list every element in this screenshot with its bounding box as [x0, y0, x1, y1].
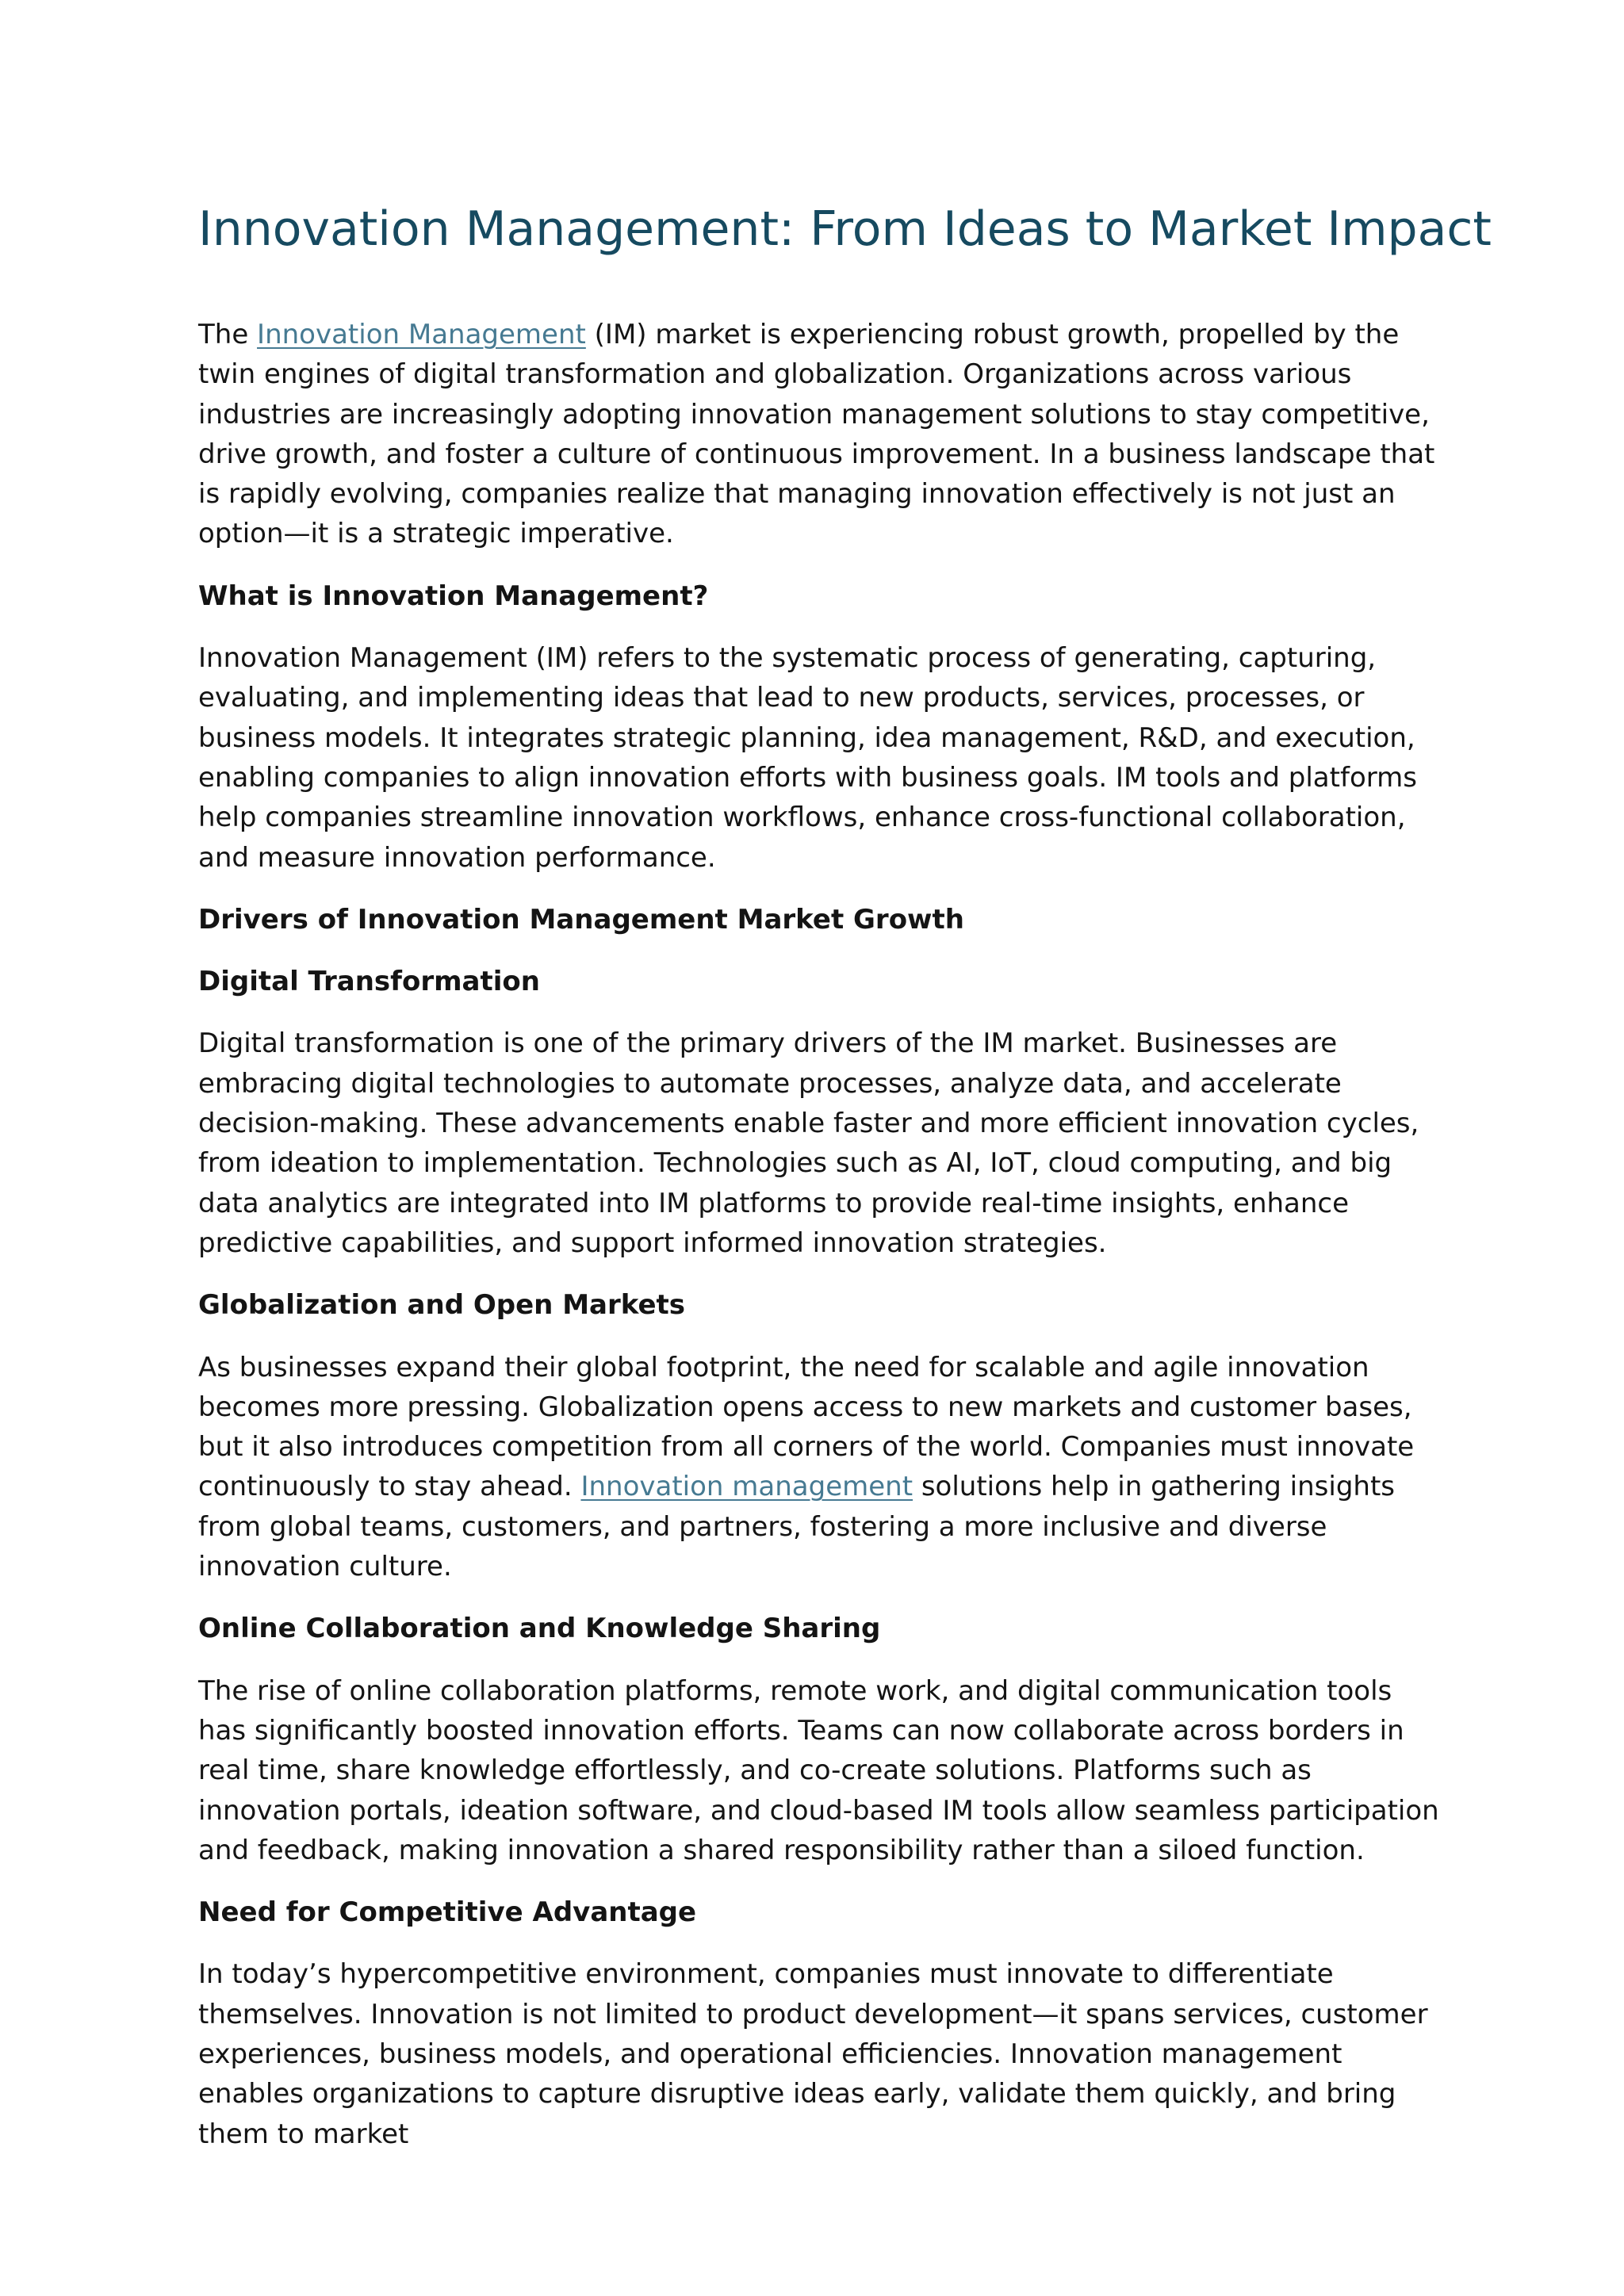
intro-text-end: (IM) market is experiencing robust growth, propelled by the twin engines of digital transformation and globalization. Organizations across various industries are increasingly adopting innovation management solutions to stay competitive, drive growth, and foster a culture of continuous improvement. In a business landscape that is rapidly evolving, companies realize that managing innovation effectively is not just an option—it is a strategic imperative.	[198, 319, 1435, 550]
innovation-management-link-2[interactable]: Innovation management	[580, 1471, 914, 1503]
document-page	[198, 194, 1492, 2176]
innovation-management-link[interactable]: Innovation Management	[257, 319, 586, 350]
what-is-paragraph: Innovation Management (IM) refers to the systematic process of generating, capturing, evaluating, and implementing ideas that lead to new products, services, processes, or business models. It integrates strategic planning, idea management, R&D, and execution, enabling companies to align innovation efforts with business goals. IM tools and platforms help companies streamline innovation workflows, enhance cross-functional collaboration, and measure innovation performance.	[198, 642, 1417, 874]
globalization-text-end: solutions help in gathering insights from global teams, customers, and partners, fostering a more inclusive and diverse innovation culture.	[198, 1471, 1396, 1583]
competitive-advantage-heading: Need for Competitive Advantage	[198, 1896, 697, 1929]
what-is-heading: What is Innovation Management?	[198, 580, 709, 612]
digital-transformation-paragraph: Digital transformation is one of the primary drivers of the IM market. Businesses are embracing digital technologies to automate processes, analyze data, and accelerate decision-making. These advancements enable faster and more efficient innovation cycles, from ideation to implementation. Technologies such as AI, IoT, cloud computing, and big data analytics are integrated into IM platforms to provide real-time insights, enhance predictive capabilities, and support informed innovation strategies.	[198, 1027, 1419, 1259]
globalization-heading: Globalization and Open Markets	[198, 1289, 686, 1322]
collaboration-heading: Online Collaboration and Knowledge Sharing	[198, 1613, 881, 1645]
globalization-text-start: As businesses expand their global footprint, the need for scalable and agile innovation becomes more pressing. Globalization opens access to new markets and customer bases, but it also introduces competition from all corners of the world. Companies must innovate continuously to stay ahead.	[198, 1351, 1415, 1503]
drivers-heading: Drivers of Innovation Management Market Growth	[198, 903, 964, 936]
collaboration-paragraph: The rise of online collaboration platforms, remote work, and digital communication tools has significantly boosted innovation efforts. Teams can now collaborate across borders in real time, share knowledge effortlessly, and co-create solutions. Platforms such as innovation portals, ideation software, and cloud-based IM tools allow seamless participation and feedback, making innovation a shared responsibility rather than a siloed function.	[198, 1674, 1439, 1866]
competitive-advantage-paragraph: In today’s hypercompetitive environment, companies must innovate to differentiate themselves. Innovation is not limited to product development—it spans services, customer experiences, business models, and operational efficiencies. Innovation management enables organizations to capture disruptive ideas early, validate them quickly, and bring them to market	[198, 1958, 1428, 2150]
page-title: Innovation Management: From Ideas to Market Impact	[198, 201, 1492, 257]
intro-text-start: The	[198, 319, 258, 350]
intro-paragraph	[198, 315, 1443, 554]
digital-transformation-heading: Digital Transformation	[198, 966, 540, 998]
globalization-paragraph	[198, 1348, 1443, 1587]
